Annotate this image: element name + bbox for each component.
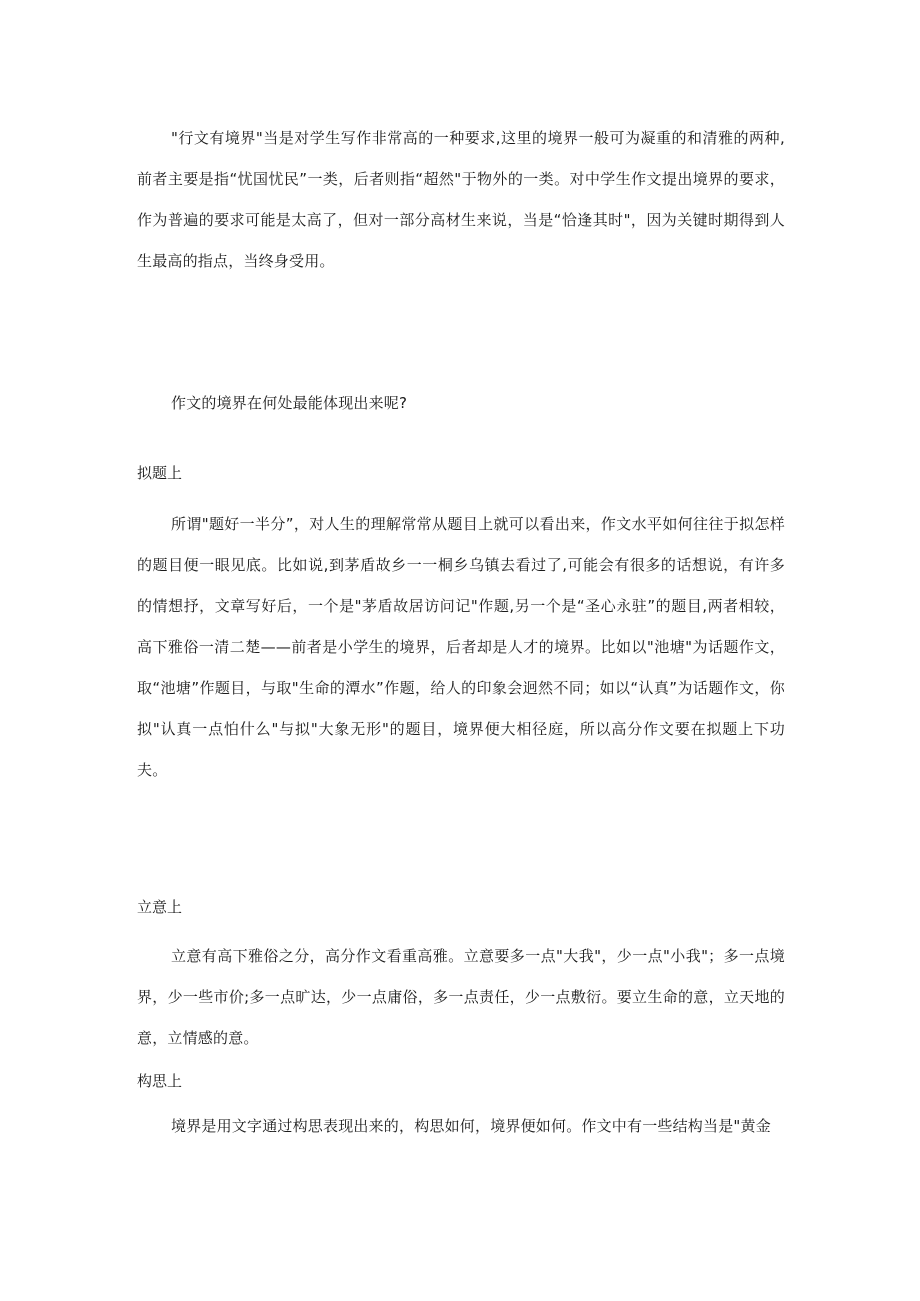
section-heading-theme: 立意上	[137, 898, 183, 916]
paragraph-title-section: 所谓"题好一半分”，对人生的理解常常从题目上就可以看出来，作文水平如何往往于拟怎样的题目便一眼见底。比如说,到茅盾故乡一一桐乡乌镇去看过了,可能会有很多的话想说，有许多的情想抒，文章写好后，一个是"茅盾故居访问记"作题,另一个是“圣心永驻”的题目,两者相较，高下雅俗一清二楚——前者是小学生的境界，后者却是人才的境界。比如以"池塘"为话题作文，取“池塘”作题目，与取"生命的潭水”作题，给人的印象会迥然不同；如以“认真”为话题作文，你拟"认真一点怕什么"与拟"大象无形"的题目，境界便大相径庭，所以高分作文要在拟题上下功夫。	[137, 515, 785, 779]
paragraph-question: 作文的境界在何处最能体现出来呢?	[171, 394, 408, 412]
paragraph-structure-section: 境界是用文字通过构思表现出来的，构思如何，境界便如何。作文中有一些结构当是"黄金	[171, 1117, 771, 1135]
section-heading-structure: 构思上	[137, 1072, 183, 1090]
paragraph-intro: "行文有境界"当是对学生写作非常高的一种要求,这里的境界一般可为凝重的和清雅的两种,前者主要是指“忧国忧民”一类，后者则指“超然"于物外的一类。对中学生作文提出境界的要求，作为普遍的要求可能是太高了，但对一部分高材生来说，当是“恰逢其时"，因为关键时期得到人生最高的指点，当终身受用。	[137, 129, 785, 270]
paragraph-theme-section: 立意有高下雅俗之分，高分作文看重高雅。立意要多一点"大我"，少一点"小我"；多一点境界，少一些市价;多一点旷达，少一点庸俗，多一点责任，少一点敷衍。要立生命的意，立天地的意，立情感的意。	[137, 947, 785, 1047]
section-heading-title: 拟题上	[137, 464, 183, 482]
